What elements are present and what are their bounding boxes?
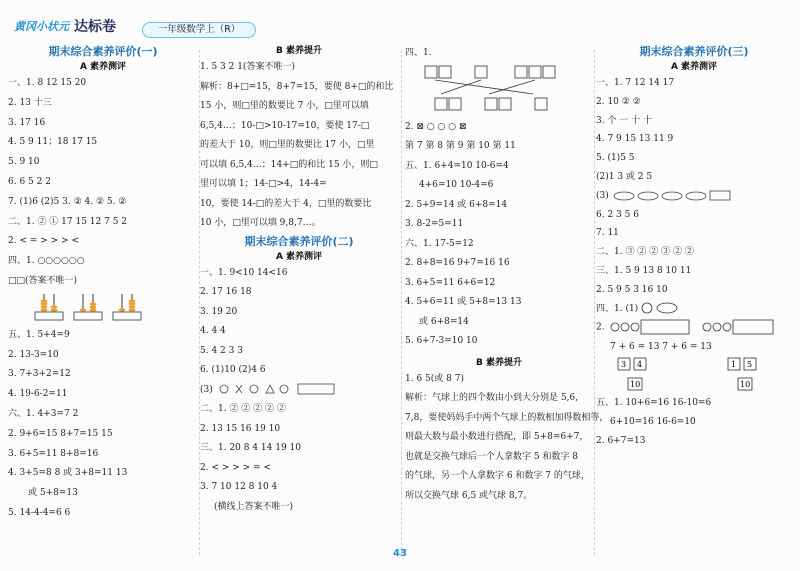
column-1 bbox=[8, 44, 198, 524]
answer-line: 2. 6+7=13 bbox=[596, 436, 646, 447]
answer-line: 3. 6+5=11 8+8=16 bbox=[8, 448, 99, 459]
answer-line: 的差大于 10，则□里的数要比 17 小，□里 bbox=[200, 140, 375, 150]
answer-line bbox=[596, 318, 792, 337]
answer-label: 2. bbox=[596, 322, 605, 333]
answer-line: 里可以填 1；14-□>4，14-4= bbox=[200, 179, 327, 189]
answer-line: 4+6=10 10-4=6 bbox=[419, 180, 494, 190]
answer-line: 则最大数与最小数进行搭配，即 5+8=6+7， bbox=[405, 432, 589, 442]
section-title: 期末综合素养评价(二) bbox=[244, 234, 354, 248]
answer-line: 6. 6 5 2 2 bbox=[8, 176, 51, 187]
abacus-figures bbox=[8, 292, 198, 326]
answer-line: 4. 5+6=11 或 5+8=13 13 bbox=[405, 297, 522, 307]
answer-line: 三、1. 5 9 13 8 10 11 bbox=[596, 265, 692, 276]
answer-line: 6,5,4…；10-□>10-17=10，要使 17-□ bbox=[200, 120, 370, 131]
answer-line: 3. 个 一 十 十 bbox=[596, 115, 653, 126]
column-divider bbox=[594, 50, 595, 555]
answer-line: 三、1. 20 8 4 14 19 10 bbox=[200, 443, 302, 453]
answer-line: □□(答案不唯一) bbox=[8, 275, 78, 286]
answer-line: 3. 6+5=11 6+6=12 bbox=[405, 277, 496, 288]
answer-line: 6. 2 3 5 6 bbox=[596, 209, 639, 220]
number-split-figure bbox=[596, 356, 792, 394]
answer-line: 4. 7 9 15 13 11 9 bbox=[596, 134, 674, 145]
answer-line: 7. (1)6 (2)5 3. ② 4. ② 5. ② bbox=[8, 196, 127, 207]
answer-line: 3. 17 16 bbox=[8, 117, 46, 128]
answer-line: 4. 5 9 11；18 17 15 bbox=[8, 137, 98, 148]
answer-line: (横线上答案不唯一) bbox=[214, 501, 294, 512]
svg-text:10: 10 bbox=[630, 380, 641, 390]
answer-line: 7. 11 bbox=[596, 228, 619, 239]
answer-line: 5. 14-4-4=6 6 bbox=[8, 507, 71, 518]
column-4 bbox=[596, 44, 792, 451]
answer-line: 6+10=16 16-6=10 bbox=[610, 417, 696, 428]
answer-line: 3. 19 20 bbox=[200, 306, 238, 317]
answer-line: 或 6+8=14 bbox=[419, 316, 469, 327]
answer-line: 7 + 6 = 13 7 + 6 = 13 bbox=[610, 341, 712, 352]
answer-line: 3. 7 10 12 8 10 4 bbox=[200, 482, 278, 492]
answer-line: 5. 4 2 3 3 bbox=[200, 345, 243, 356]
answer-line: 五、1. 6+4=10 10-6=4 bbox=[405, 160, 509, 171]
answer-line: 3. 7+3+2=12 bbox=[8, 369, 71, 380]
answer-line: 10 小，□里可以填 9,8,7…。 bbox=[200, 218, 321, 228]
answer-line bbox=[596, 187, 792, 206]
answer-line: 二、1. ② ① 17 15 12 7 5 2 bbox=[8, 216, 128, 227]
answer-line: 五、1. 5+4=9 bbox=[8, 329, 70, 340]
abacus-icon bbox=[112, 292, 142, 322]
answer-label: 四、1. (1) bbox=[596, 303, 639, 314]
column-2 bbox=[200, 44, 398, 517]
answer-line: 2. 5 9 5 3 16 10 bbox=[596, 284, 668, 295]
answer-line: 第 7 第 8 第 9 第 10 第 11 bbox=[405, 141, 516, 151]
answer-line: 10，要使 14-□的差大于 4，□里的数要比 bbox=[200, 198, 372, 209]
answer-line: 1. 5 3 2 1(答案不唯一) bbox=[200, 62, 295, 72]
section-subtitle: B 素养提升 bbox=[476, 357, 522, 368]
cake-icons-strip bbox=[612, 189, 732, 201]
answer-line: 五、1. 10+6=16 16-10=6 bbox=[596, 398, 712, 409]
answer-line: 15 小，则□里的数要比 7 小，□里可以填 bbox=[200, 101, 369, 111]
number-split-diagram-icon bbox=[596, 356, 786, 394]
answer-line: 解析：气球上的四个数由小到大分别是 5,6, bbox=[405, 393, 579, 403]
answer-line: 一、1. 9<10 14<16 bbox=[200, 267, 288, 278]
answer-line: 7,8，要使妈妈手中两个气球上的数相加得数相等， bbox=[405, 412, 609, 423]
section-title: 期末综合素养评价(一) bbox=[48, 45, 158, 58]
item-icons-strip bbox=[216, 383, 336, 395]
answer-line: 6. (1)10 (2)4 6 bbox=[200, 365, 266, 375]
answer-line: 六、1. 4+3=7 2 bbox=[8, 408, 79, 419]
grade-label: 一年级数学上（R） bbox=[142, 22, 256, 38]
svg-text:1: 1 bbox=[731, 360, 737, 370]
column-divider bbox=[401, 50, 402, 555]
answer-line: 3. 8-2=5=11 bbox=[405, 219, 464, 229]
svg-text:10: 10 bbox=[740, 380, 751, 390]
svg-text:4: 4 bbox=[637, 360, 643, 370]
answer-line: 六、1. 17-5=12 bbox=[405, 238, 474, 249]
answer-line bbox=[200, 381, 398, 401]
answer-label: (3) bbox=[200, 384, 213, 395]
answer-line: 2. ⊠ ○ ○ ○ ⊠ bbox=[405, 121, 467, 132]
section-subtitle: A 素养测评 bbox=[275, 251, 323, 262]
answer-line: 5. 6+7-3=10 10 bbox=[405, 336, 478, 346]
answer-line: 可以填 6,5,4…；14+□的和比 15 小，则□ bbox=[200, 159, 378, 170]
answer-line: 也就是交换气球后一个人拿数字 5 和数字 8 bbox=[405, 451, 579, 462]
section-title: 期末综合素养评价(三) bbox=[639, 45, 749, 58]
answer-line: 4. 19-6-2=11 bbox=[8, 389, 68, 400]
answer-line: 或 5+8=13 bbox=[28, 488, 78, 499]
answer-line: 的气球，另一个人拿数字 6 和数字 7 的气球， bbox=[405, 471, 590, 481]
answer-line: 4. 3+5=8 8 或 3+8=11 13 bbox=[8, 468, 128, 479]
answer-line: 四、1. bbox=[405, 48, 432, 58]
answer-line: 解析：8+□=15，8+7=15，要使 8+□的和比 bbox=[200, 81, 394, 92]
answer-line: 2. < > > > = < bbox=[200, 462, 271, 473]
circle-choice-icon bbox=[641, 302, 681, 314]
answer-line: 5. 9 10 bbox=[8, 157, 40, 168]
answer-line: 2. < = > > > < bbox=[8, 236, 79, 247]
answer-line: 2. 13 十三 bbox=[8, 97, 52, 108]
answer-line: 所以交换气球 6,5 或气球 8,7。 bbox=[405, 490, 533, 501]
answer-line: 5. (1)5 5 bbox=[596, 153, 635, 164]
answer-line: 2. 5+9=14 或 6+8=14 bbox=[405, 199, 508, 210]
answer-line: 1. 6 5(或 8 7) bbox=[405, 373, 464, 384]
brand-logo: 黄冈小状元 bbox=[14, 20, 69, 33]
counting-circles-icon bbox=[607, 318, 777, 336]
svg-text:3: 3 bbox=[621, 360, 627, 370]
brand-title: 达标卷 bbox=[74, 19, 116, 35]
answer-line: 二、1. ③ ② ② ③ ② ② bbox=[596, 247, 694, 258]
section-subtitle: A 素养测评 bbox=[79, 62, 127, 72]
answer-line: 2. 9+6=15 8+7=15 15 bbox=[8, 428, 113, 439]
answer-line: (2)1 3 或 2 5 bbox=[596, 171, 653, 182]
answer-line: 2. 8+8=16 9+7=16 16 bbox=[405, 258, 510, 268]
section-subtitle: A 素养测评 bbox=[670, 62, 718, 72]
answer-line: 四、1. ○○○○○○ bbox=[8, 256, 85, 267]
answer-line: 2. 13-3=10 bbox=[8, 349, 59, 360]
svg-text:5: 5 bbox=[747, 360, 753, 370]
answer-line: 2. 17 16 18 bbox=[200, 287, 252, 297]
answer-line: 一、1. 8 12 15 20 bbox=[8, 78, 87, 88]
page-number: 43 bbox=[393, 548, 407, 559]
cube-diagram-icon bbox=[405, 64, 585, 118]
answer-line: 4. 4 4 bbox=[200, 326, 226, 336]
answer-line: 2. 13 15 16 19 10 bbox=[200, 423, 281, 434]
answer-line: 一、1. 7 12 14 17 bbox=[596, 78, 675, 88]
section-subtitle: B 素养提升 bbox=[276, 46, 322, 56]
answer-line: 2. 10 ② ② bbox=[596, 96, 641, 107]
answer-line bbox=[596, 300, 792, 319]
cube-figure bbox=[405, 64, 593, 118]
answer-label: (3) bbox=[596, 190, 609, 201]
abacus-icon bbox=[34, 292, 64, 322]
header-band bbox=[0, 0, 800, 46]
answer-line: 二、1. ② ② ② ② ② bbox=[200, 404, 286, 414]
abacus-icon bbox=[73, 292, 103, 322]
